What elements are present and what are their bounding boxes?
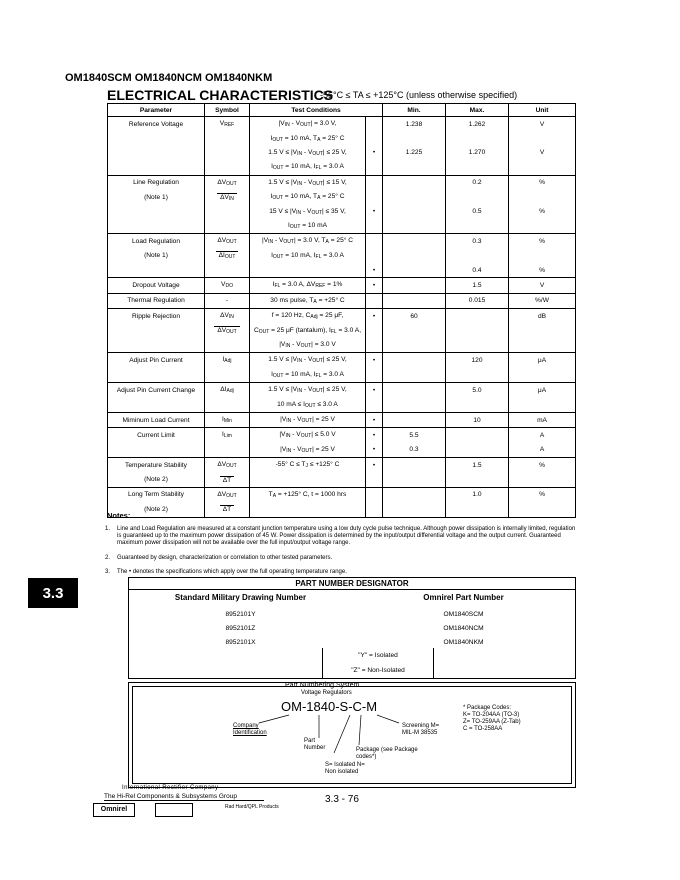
part-code: OM-1840-S-C-M xyxy=(281,699,378,714)
part-number-label: Part Number xyxy=(304,738,326,751)
footer-company: International Rectifier Company xyxy=(122,785,219,791)
electrical-characteristics-table: Parameter Symbol Test Conditions Min. Max. Unit Reference Voltage $V_{REF}$ $|V_{IN} - V_{OUT}| = 3.0$ V, 1.238 1.262 V $I_{OUT} = 10$ mA, $T_A = 25^\circ$ C 1.5 $V \le |V_{IN} - V_{OUT}| \le 25$ V, • 1.225 1.270 V $I_{OUT} = 10$ mA, $I_{FL} = 3.0$ A Line Regulation $\Delta V_{OUT}$ 1.5 $V \le |V_{IN} - V_{OUT}| \le 15$ V, 0.2 % (Note 1) $\Delta V_{IN}$ $I_{OUT} = 10$ mA, $T_A = 25^\circ$ C 15 $V \le |V_{IN} - V_{OUT}| \le 35$ V, • 0.5 % $I_{OUT} = 10$ mA Load Regulation $\Delta V_{OUT}$ $|V_{IN} - V_{OUT}| = 3.0$ V, $T_A = 25^\circ$ C 0.3 % (Note 1) $\Delta I_{OUT}$ $I_{OUT} = 10$ mA, $I_{FL} = 3.0$ A • 0.4 % Dropout Voltage $V_{DO}$ $I_{FL} = 3.0$ A, $\Delta V_{REF} = 1\%$ • 1.5 V Thermal Regulation - 30 ms pulse, $T_A = +25^\circ$ C 0.015 %/W Ripple Rejection $\Delta V_{IN}$ f = 120 Hz, $C_{Adj} = 25$ μF, • 60 dB $\Delta V_{OUT}$ $C_{OUT} = 25$ μF (tantalum), $I_{FL} = 3.0$ A, $|V_{IN} - V_{OUT}| = 3.0$ V Adjust Pin Current $I_{Adj}$ 1.5 $V \le |V_{IN} - V_{OUT}| \le 25$ V, • 120 μA $I_{OUT} = 10$ mA, $I_{FL} = 3.0$ A Adjust Pin Current Change $\Delta I_{Adj}$ 1.5 $V \le |V_{IN} - V_{OUT}| \le 25$ V, • 5.0 μA 10 mA ≤ $I_{OUT} \le 3.0$ A Miminum Load Current $I_{Min}$ $|V_{IN} - V_{OUT}| = 25$ V • 10 mA Current Limit $I_{Lim}$ $|V_{IN} - V_{OUT}| \le 5.0$ V • 5.5 A $|V_{IN} - V_{OUT}| = 25$ V • 0.3 A Temperature Stability $\Delta V_{OUT}$ -55° $C \le T_J \le +125^\circ$ C • 1.5 % (Note 2) ΔT Long Term Stability $\Delta V_{OUT}$ $T_A = +125^\circ$ C, t = 1000 hrs 1.0 % (Note 2) ΔT xyxy=(107,103,576,518)
notes-section xyxy=(107,511,577,583)
package-codes: * Package Codes: K= TO-204AA (TO-3) Z= TO-259AA (Z-Tab) C = TO-258AA xyxy=(463,705,521,732)
footer-group: The Hi-Rel Components & Subsystems Group xyxy=(104,793,264,801)
isolation-legend: "Y" = Isolated "Z" = Non-Isolated xyxy=(322,648,434,678)
isolation-label: S= Isolated N= Non isolated xyxy=(325,762,365,775)
page-number: 3.3 - 76 xyxy=(325,794,359,805)
company-id-label: Company Identification xyxy=(233,723,267,736)
pns-title: Part Numbering System xyxy=(285,682,360,689)
part-numbers: OM1840SCM OM1840NCM OM1840NKM xyxy=(65,72,273,84)
col-min: Min. xyxy=(383,104,446,117)
page-title: ELECTRICAL CHARACTERISTICS xyxy=(107,87,334,103)
col-parameter: Parameter xyxy=(108,104,205,117)
pns-subtitle: Voltage Regulators xyxy=(301,690,352,696)
temperature-conditions: -55°C ≤ TA ≤ +125°C (unless otherwise specified) xyxy=(320,90,518,100)
col-max: Max. xyxy=(446,104,509,117)
col-unit: Unit xyxy=(509,104,576,117)
smd-column: Standard Military Drawing Number 8952101Y 8952101Z 8952101X xyxy=(174,593,307,646)
screening-label: Screening M= MIL-M 38535 xyxy=(402,723,440,736)
omnirel-logo: Omnirel xyxy=(93,803,135,817)
omnirel-column: Omnirel Part Number OM1840SCM OM1840NCM OM1840NKM xyxy=(423,593,504,646)
package-label: Package (see Package codes*) xyxy=(356,747,418,760)
notes-title: Notes: xyxy=(107,511,131,520)
note-2: 2. Guaranteed by design, characterization or correlation to other tested parameters. xyxy=(105,554,333,561)
radhard-logo: Rad Hard/QPL Products xyxy=(225,804,279,810)
part-numbering-system xyxy=(128,682,576,788)
note-3: 3. The • denotes the specifications which apply over the full operating temperature range. xyxy=(105,568,347,575)
col-symbol: Symbol xyxy=(205,104,250,117)
analog-logo xyxy=(155,803,193,817)
section-tab: 3.3 xyxy=(28,578,78,608)
note-1: 1. Line and Load Regulation are measured at a constant junction temperature using a low duty cycle pulse technique. Although power dissipation is internally limited, regulation is guaranteed up to the maximum power dissipation of 45 W. Power dissipation is determined by the input/output differential voltage and the output current. Guaranteed maximum power dissipation will not be available over the full input/output voltage range. xyxy=(105,526,576,547)
col-test-conditions: Test Conditions xyxy=(250,104,383,117)
pnd-title: PART NUMBER DESIGNATOR xyxy=(129,578,575,590)
